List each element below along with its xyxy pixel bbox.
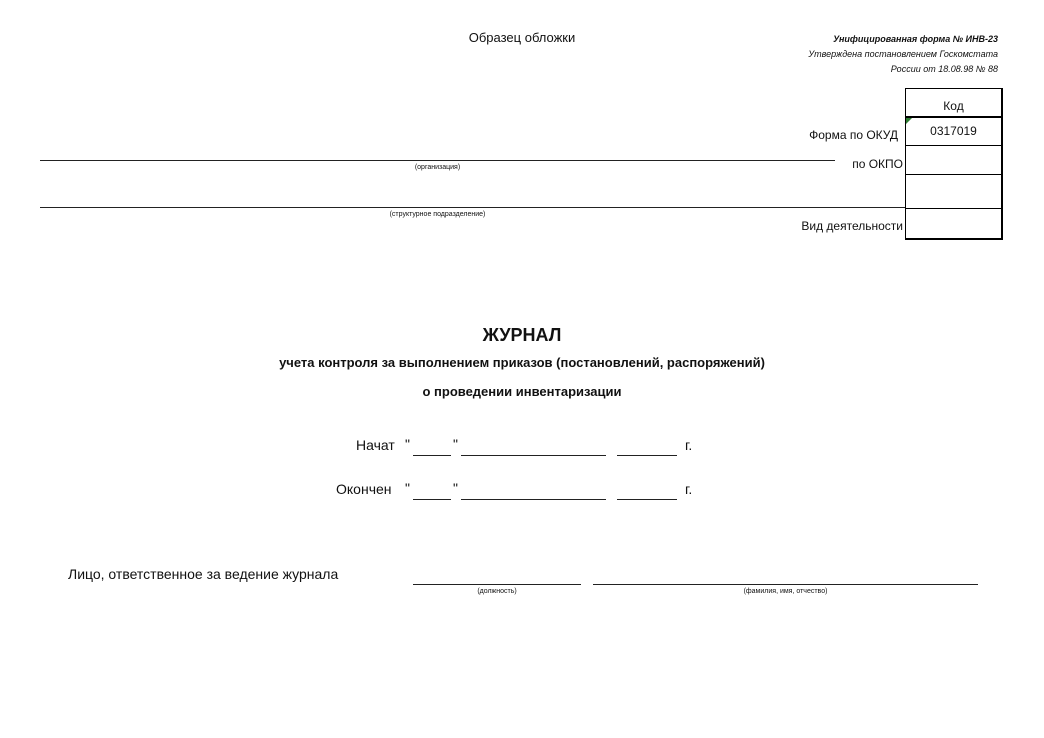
- okud-value-cell[interactable]: [906, 116, 1001, 145]
- codes-header: Код: [943, 99, 964, 113]
- blank-code-cell[interactable]: [906, 174, 1001, 208]
- okpo-value-cell[interactable]: [906, 145, 1001, 174]
- form-meta-line2: Утверждена постановлением Госкомстата: [808, 49, 998, 59]
- ended-label: Окончен: [336, 481, 392, 497]
- form-meta-line1: Унифицированная форма № ИНВ-23: [833, 34, 998, 44]
- ended-year-suffix: г.: [685, 481, 693, 497]
- started-month-line[interactable]: [461, 455, 606, 456]
- journal-title: ЖУРНАЛ: [482, 325, 562, 345]
- ended-year-line[interactable]: [617, 499, 677, 500]
- ended-quote-open: ": [405, 480, 410, 496]
- position-line[interactable]: [413, 584, 581, 585]
- okud-value: 0317019: [930, 124, 977, 138]
- subdivision-caption: (структурное подразделение): [389, 211, 486, 218]
- okpo-label: по ОКПО: [852, 157, 903, 171]
- full-name-line[interactable]: [593, 584, 978, 585]
- journal-subtitle-1: учета контроля за выполнением приказов (постановлений, распоряжений): [279, 355, 765, 370]
- journal-subtitle-2: о проведении инвентаризации: [422, 384, 622, 399]
- started-year-line[interactable]: [617, 455, 677, 456]
- full-name-caption: (фамилия, имя, отчество): [743, 588, 828, 595]
- responsible-label: Лицо, ответственное за ведение журнала: [68, 566, 339, 582]
- organization-caption: (организация): [414, 164, 461, 171]
- codes-table: [905, 88, 1003, 240]
- cell-marker-icon: [906, 118, 912, 124]
- okud-label: Форма по ОКУД: [809, 128, 898, 142]
- started-day-line[interactable]: [413, 455, 451, 456]
- position-caption: (должность): [477, 588, 517, 595]
- form-meta: [808, 32, 998, 77]
- started-quote-open: ": [405, 436, 410, 452]
- ended-month-line[interactable]: [461, 499, 606, 500]
- ended-day-line[interactable]: [413, 499, 451, 500]
- activity-label: Вид деятельности: [801, 219, 903, 233]
- subdivision-line: [40, 207, 905, 208]
- sample-title: Образец обложки: [468, 30, 576, 45]
- started-year-suffix: г.: [685, 437, 693, 453]
- started-label: Начат: [356, 437, 395, 453]
- started-quote-close: ": [453, 436, 458, 452]
- ended-quote-close: ": [453, 480, 458, 496]
- form-meta-line3: России от 18.08.98 № 88: [890, 64, 998, 74]
- activity-value-cell[interactable]: [906, 208, 1001, 238]
